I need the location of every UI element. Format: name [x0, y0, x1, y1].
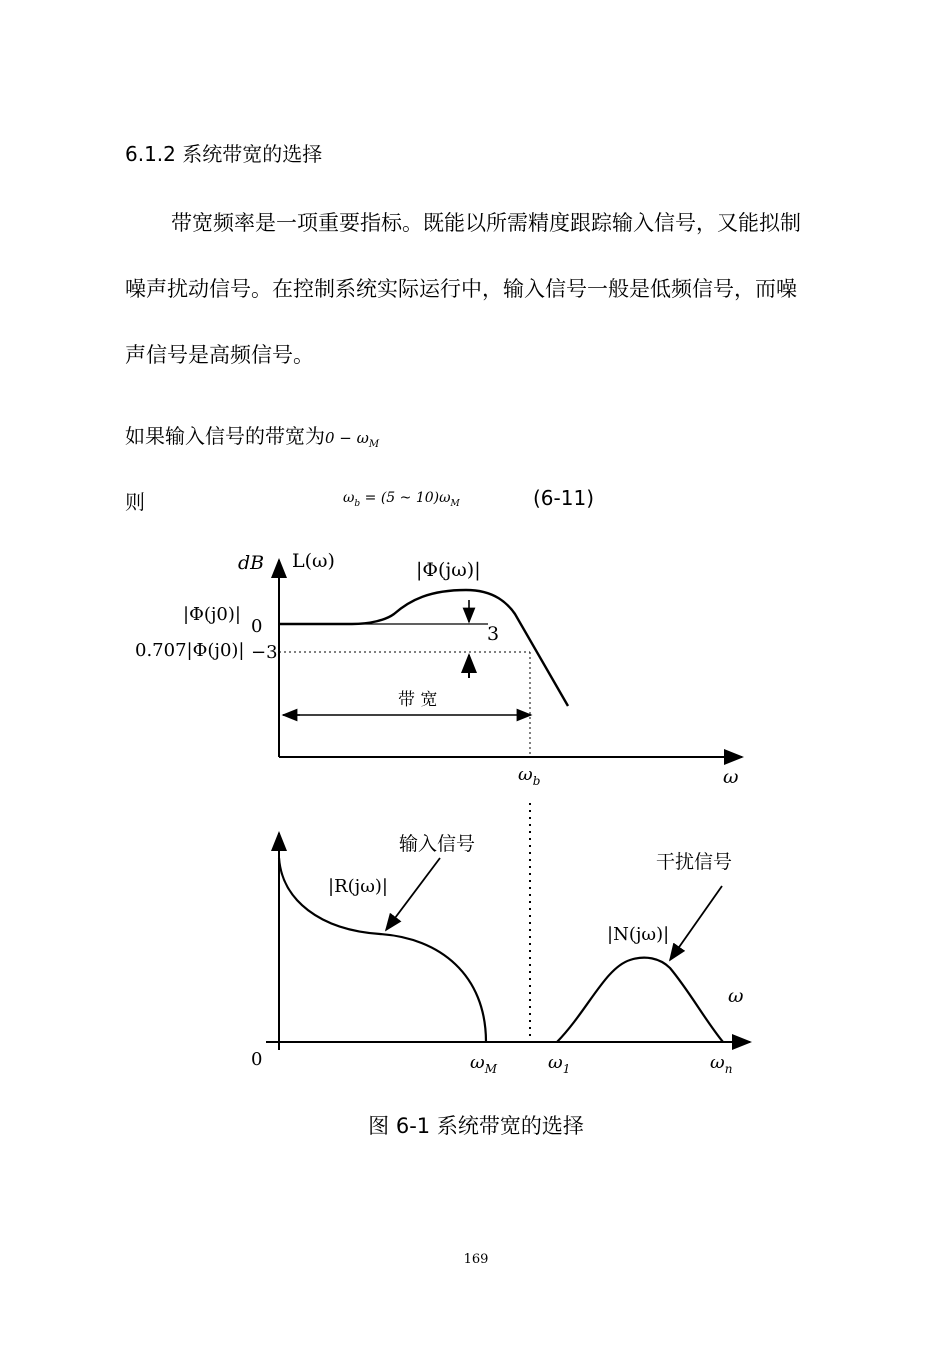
paragraph-line: 带宽频率是一项重要指标。既能以所需精度跟踪输入信号，又能拟制 [171, 211, 801, 235]
formula-number: (6-11) [533, 486, 594, 510]
level-zero-value: 0 [251, 616, 263, 637]
omega-m-label: $\omega_M$ [470, 1052, 497, 1076]
top-omega-label: ω [723, 766, 739, 788]
input-signal-label: 输入信号 [399, 833, 476, 855]
omega-b-label: $\omega_b$ [518, 764, 541, 788]
figure-caption: 图 6-1 系统带宽的选择 [368, 1114, 584, 1138]
origin-label: 0 [251, 1049, 263, 1070]
drop-value: 3 [487, 623, 500, 645]
r-curve-label: |R(jω)| [328, 876, 388, 897]
paragraph-line: 声信号是高频信号。 [125, 343, 314, 367]
noise-pointer-arrow [670, 886, 722, 960]
bandwidth-text: 带 宽 [398, 690, 438, 710]
level-3db-value: −3 [251, 642, 278, 663]
page-number: 169 [463, 1252, 489, 1267]
n-curve-label: |N(jω)| [607, 924, 670, 945]
bandwidth-math: $0 - \omega_M$ [325, 429, 380, 450]
formula-lead: 则 [125, 490, 145, 514]
input-pointer-arrow [386, 858, 440, 930]
formula-expression: $\omega_b = (5$ ~ $10)\omega_M$ [343, 490, 460, 509]
noise-signal-label: 干扰信号 [656, 851, 733, 873]
phi-curve-label: |Φ(jω)| [416, 559, 481, 581]
noise-signal-curve [557, 958, 723, 1042]
section-heading: 6.1.2 系统带宽的选择 [125, 142, 323, 166]
bottom-omega-label: ω [728, 985, 744, 1007]
l-omega-label: L(ω) [292, 550, 335, 572]
omega-n-label: $\omega_n$ [710, 1052, 733, 1076]
phi-j0-label: |Φ(j0)| [183, 604, 241, 625]
omega-1-label: $\omega_1$ [548, 1052, 571, 1076]
magnitude-curve [279, 590, 568, 706]
level-3db-label: 0.707|Φ(j0)| [135, 640, 245, 661]
paragraph-line: 噪声扰动信号。在控制系统实际运行中，输入信号一般是低频信号，而噪 [125, 277, 797, 301]
bandwidth-prefix: 如果输入信号的带宽为 [125, 424, 325, 448]
db-label: dB [238, 552, 265, 574]
